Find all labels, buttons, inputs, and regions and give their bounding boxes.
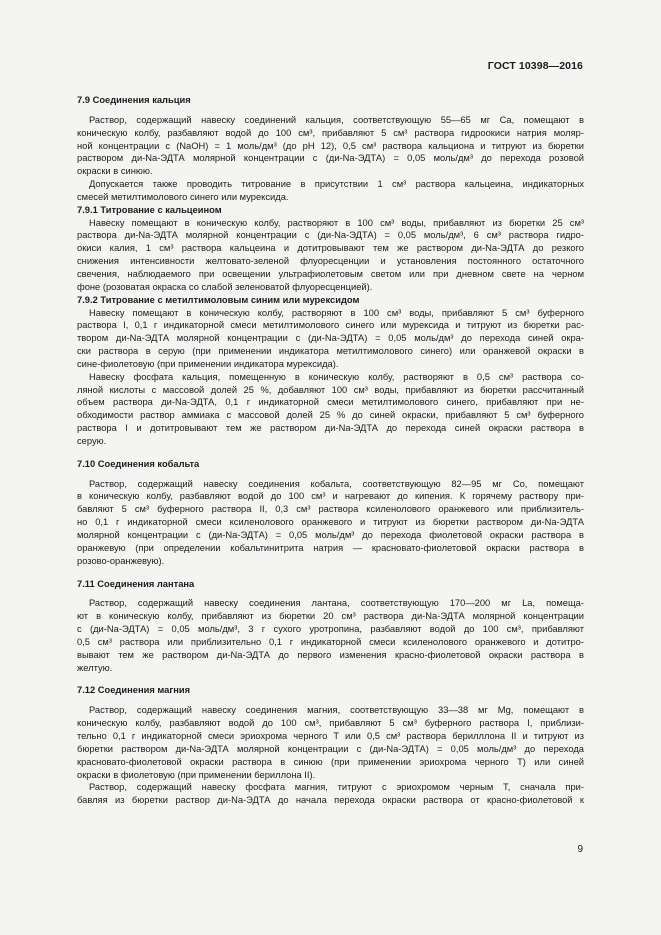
text-line: оранжевую (при определении кобальтинитрита натрия — красновато-фиолетовой окраски раствора в: [77, 542, 584, 553]
text-line: ски раствора в серую (при применении индикатора метилтимолового синего) или оранжевой окраски в: [77, 346, 584, 357]
text-line: коническую колбу, разбавляют водой до 100 см³, прибавляют 5 см³ раствора гидроокиси натрия моляр-: [77, 127, 584, 138]
text-line: 0,5 см³ раствора или приблизительно 0,1 г индикаторной смеси ксиленолового оранжевого и дотитро-: [77, 636, 584, 647]
text-line: объем раствора ди-Na-ЭДТА, 0,1 г индикаторной смеси метилтимолового синего, прибавляют при не-: [77, 397, 584, 408]
section-title-7-10: 7.10 Соединения кобальта: [77, 458, 200, 469]
subsection-title-7-9-1: 7.9.1 Титрование с кальцеином: [77, 204, 222, 215]
text-line: бюретки раствором ди-Na-ЭДТА молярной концентрации c (ди-Na-ЭДТА) = 0,05 моль/дм³ до перехода: [77, 743, 584, 754]
subsection-title-7-9-2: 7.9.2 Титрование с метилтимоловым синим или мурексидом: [77, 294, 360, 305]
text-line: окраски в синюю.: [77, 166, 153, 177]
document-body: [77, 90, 584, 807]
page-number: 9: [577, 844, 583, 855]
section-7-11-text: [77, 597, 584, 674]
document-code-header: ГОСТ 10398—2016: [487, 60, 583, 72]
text-line: ляной кислоты с массовой долей 25 %, добавляют 100 см³ воды, прибавляют из бюретки рассчитанный: [77, 384, 584, 395]
text-line: бавляя из бюретки раствор ди-Na-ЭДТА до начала перехода окраски раствора от красно-фиолетовой к: [77, 795, 584, 806]
text-line: желтую.: [77, 662, 113, 673]
text-line: снижения интенсивности желтовато-зеленой флуоресценции и установления постоянного остаточного: [77, 256, 584, 267]
text-line: Навеску фосфата кальция, помещенную в коническую колбу, растворяют в 0,5 см³ раствора со-: [89, 371, 584, 382]
section-title-7-12: 7.12 Соединения магния: [77, 685, 191, 696]
text-line: красновато-фиолетовой окраски раствора в синюю (при применении эриохрома черного T) или синей: [77, 756, 584, 767]
text-line: Навеску помещают в коническую колбу, растворяют в 100 см³ воды, прибавляют 5 см³ буферного: [89, 307, 584, 318]
text-line: Допускается также проводить титрование в присутствии 1 см³ раствора кальцеина, индикаторных: [89, 179, 584, 190]
section-title-7-11: 7.11 Соединения лантана: [77, 578, 195, 589]
subsection-7-9-1-text: [77, 217, 584, 294]
text-line: обходимости раствор аммиака с массовой долей 25 % до синей окраски, прибавляют 5 см³ буферного: [77, 410, 584, 421]
text-line: серую.: [77, 435, 107, 446]
text-line: раствора I и дотитровывают тем же раствором ди-Na-ЭДТА до перехода синей окраски раствора в: [77, 423, 584, 434]
text-line: раствора I, 0,1 г индикаторной смеси метилтимолового синего или мурексида и титруют из бюретки рас-: [77, 320, 584, 331]
text-line: Раствор, содержащий навеску соединения кобальта, соответствующую 82—95 мг Co, помещают: [89, 478, 584, 489]
text-line: вывают тем же раствором ди-Na-ЭДТА до первого изменения красно-фиолетовой окраски раствора в: [77, 649, 584, 660]
text-line: окиси калия, 1 см³ раствора кальцеина и дотитровывают тем же раствором ди-Na-ЭДТА до резкого: [77, 243, 584, 254]
text-line: свечения, наблюдаемого при освещении ультрафиолетовым светом или при дневном свете на черном: [77, 268, 584, 279]
text-line: c (ди-Na-ЭДТА) = 0,05 моль/дм³, 3 г сухого уротропина, разбавляют водой до 100 см³, прибавляют: [77, 624, 584, 635]
text-line: твором ди-Na-ЭДТА молярной концентрации c (ди-Na-ЭДТА) = 0,05 моль/дм³ до перехода синей окра-: [77, 333, 584, 344]
text-line: Навеску помещают в коническую колбу, растворяют в 100 см³ воды, прибавляют из бюретки 25 см³: [89, 217, 584, 228]
text-line: розово-оранжевую).: [77, 555, 165, 566]
text-line: в коническую колбу, разбавляют водой до 100 см³ и нагревают до кипения. К горячему раствору при-: [77, 491, 584, 502]
text-line: бавляют 5 см³ буферного раствора II, 0,3 см³ раствора ксиленолового оранжевого или приблизитель-: [77, 504, 584, 515]
section-7-9-text: [77, 114, 584, 204]
subsection-7-9-2-text: [77, 307, 584, 448]
text-line: ют в коническую колбу, прибавляют из бюретки 20 см³ раствора ди-Na-ЭДТА молярной концентрации: [77, 611, 584, 622]
text-line: раствором ди-Na-ЭДТА молярной концентрации c (ди-Na-ЭДТА) = 0,05 моль/дм³ до перехода розовой: [77, 153, 584, 164]
section-7-12-text: [77, 704, 584, 807]
text-line: окраски в фиолетовую (при применении бериллона II).: [77, 769, 316, 780]
text-line: тельно 0,1 г индикаторной смеси эриохрома черного T или 0,5 см³ раствора берилллона II и титруют из: [77, 730, 584, 741]
text-line: коническую колбу, разбавляют водой до 100 см³, прибавляют 5 см³ буферного раствора I, приблизи-: [77, 718, 584, 729]
text-line: но 0,1 г индикаторной смеси ксиленолового оранжевого и титруют из бюретки раствором ди-Na-ЭДТА: [77, 517, 584, 528]
section-title-7-9: 7.9 Соединения кальция: [77, 95, 191, 105]
section-7-10-text: [77, 478, 584, 568]
text-line: молярной концентрации c (ди-Na-ЭДТА) = 0,05 моль/дм³ до перехода фиолетовой окраски раствора в: [77, 530, 584, 540]
text-line: Раствор, содержащий навеску соединений кальция, соответствующую 55—65 мг Ca, помещают в: [89, 114, 584, 125]
text-line: сине-фиолетовую (при применении индикатора мурексида).: [77, 358, 339, 369]
text-line: Раствор, содержащий навеску соединения лантана, соответствующую 170—200 мг La, помеща-: [89, 598, 584, 609]
text-line: ной концентрации c (NaOH) = 1 моль/дм³ (до pH 12), 0,5 см³ раствора кальциона и титруют из бюретки: [77, 140, 584, 151]
text-line: фоне (розоватая окраска со слабой зеленоватой флуоресценцией).: [77, 281, 373, 292]
text-line: Раствор, содержащий навеску фосфата магния, титруют с эриохромом черным T, сначала при-: [89, 782, 584, 793]
text-line: смесей метилтимолового синего или мурексида.: [77, 191, 289, 202]
text-line: раствора ди-Na-ЭДТА молярной концентрации c (ди-Na-ЭДТА) = 0,05 моль/дм³, 6 см³ раствора гидро-: [77, 230, 584, 241]
text-line: Раствор, содержащий навеску соединения магния, соответствующую 33—38 мг Mg, помещают в: [89, 705, 584, 716]
